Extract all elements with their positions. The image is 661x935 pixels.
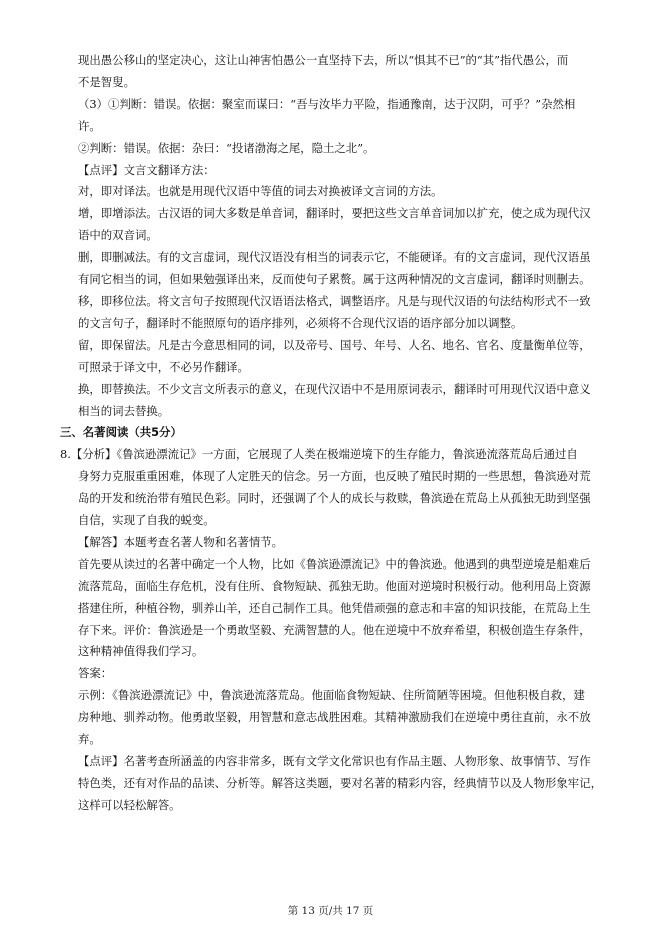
text-line: 相当的词去替换。 (78, 403, 170, 418)
text-line: 弃。 (78, 732, 101, 747)
text-line: 【点评】名著考查所涵盖的内容非常多，既有文学文化常识也有作品主题、人物形象、故事情节、写作 (78, 754, 591, 768)
text-line: 许。 (78, 118, 101, 133)
text-line: 示例：《鲁滨逊漂流记》中，鲁滨逊流落荒岛。他面临食物短缺、住所简陋等困境。但他积极自救，建 (78, 688, 585, 703)
text-line: 存下来。评价：鲁滨逊是一个勇敢坚毅、充满智慧的人。他在逆境中不放弃希望，积极创造生存条件， (78, 622, 591, 637)
text-line: 有同它相当的词，但如果勉强译出来，反而使句子累赘。属于这两种情况的文言虚词，翻译时则删去。 (78, 272, 591, 287)
text-line: 流落荒岛，面临生存危机，没有住所、食物短缺、孤独无助。他面对逆境时积极行动。他利用岛上资源 (78, 578, 591, 593)
text-line: 搭建住所，种植谷物，驯养山羊，还自己制作工具。他凭借顽强的意志和丰富的知识技能，在荒岛上生 (78, 600, 591, 615)
text-line: 删，即删减法。有的文言虚词，现代汉语没有相当的词表示它，不能硬译。有的文言虚词，现代汉语虽 (78, 250, 591, 265)
text-line: 房种地、驯养动物。他勇敢坚毅，用智慧和意志战胜困难。其精神激励我们在逆境中勇往直前，永不放 (78, 710, 591, 725)
text-line: 这样可以轻松解答。 (78, 797, 181, 812)
section-title: 三、名著阅读（共5分） (60, 425, 182, 440)
text-line: 岛的开发和统治带有殖民色彩。同时，还强调了个人的成长与救赎，鲁滨逊在荒岛上从孤独无助到坚强 (78, 491, 591, 506)
text-line: 首先要从读过的名著中确定一个人物，比如《鲁滨逊漂流记》中的鲁滨逊。他遇到的典型逆境是船难后 (78, 556, 591, 571)
text-line: 增，即增添法。古汉语的词大多数是单音词，翻译时，要把这些文言单音词加以扩充，使之成为现代汉 (78, 206, 591, 221)
text-line: 这种精神值得我们学习。 (78, 644, 204, 659)
text-line: （3）①判断：错误。依据：聚室而谋曰：“吾与汝毕力平险，指通豫南，达于汉阴，可乎？”杂然相 (78, 96, 576, 111)
text-line: 换，即替换法。不少文言文所表示的意义，在现代汉语中不是用原词表示，翻译时可用现代汉语中意义 (78, 381, 591, 396)
text-line: ②判断：错误。依据：杂曰：“投诸渤海之尾，隐土之北”。 (78, 140, 375, 155)
text-line: 对，即对译法。也就是用现代汉语中等值的词去对换被译文言词的方法。 (78, 184, 443, 199)
question-8-line: 8.【分析】《鲁滨逊漂流记》一方面，它展现了人类在极端逆境下的生存能力，鲁滨逊流落荒岛后通过自 (60, 447, 578, 462)
text-line: 身努力克服重重困难，体现了人定胜天的信念。另一方面，也反映了殖民时期的一些思想，鲁滨逊对荒 (78, 469, 591, 484)
text-line: 移，即移位法。将文言句子按照现代汉语语法格式，调整语序。凡是与现代汉语的句法结构形式不一致 (78, 293, 591, 308)
text-line: 【点评】文言文翻译方法： (78, 162, 215, 177)
text-line: 的文言句子，翻译时不能照原句的语序排列，必须将不合现代汉语的语序部分加以调整。 (78, 315, 523, 330)
text-line: 语中的双音词。 (78, 228, 158, 243)
text-line: 答案： (78, 666, 113, 681)
text-line: 可照录于译文中，不必另作翻译。 (78, 359, 249, 374)
text-line: 不是智叟。 (78, 74, 135, 89)
text-line: 自信，实现了自我的蜕变。 (78, 513, 215, 528)
page-footer: 第 13 页/共 17 页 (287, 905, 374, 917)
text-line: 现出愚公移山的坚定决心，这让山神害怕愚公一直坚持下去，所以“惧其不已”的“其”指代愚公，而 (78, 53, 569, 67)
text-line: 留，即保留法。凡是古今意思相同的词，以及帝号、国号、年号、人名、地名、官名、度量衡单位等， (78, 337, 591, 352)
document-body (60, 50, 606, 817)
text-line: 特色类，还有对作品的品读、分析等。解答这类题，要对名著的精彩内容，经典情节以及人物形象牢记， (78, 775, 602, 790)
text-line: 【解答】本题考查名著人物和名著情节。 (78, 534, 284, 549)
